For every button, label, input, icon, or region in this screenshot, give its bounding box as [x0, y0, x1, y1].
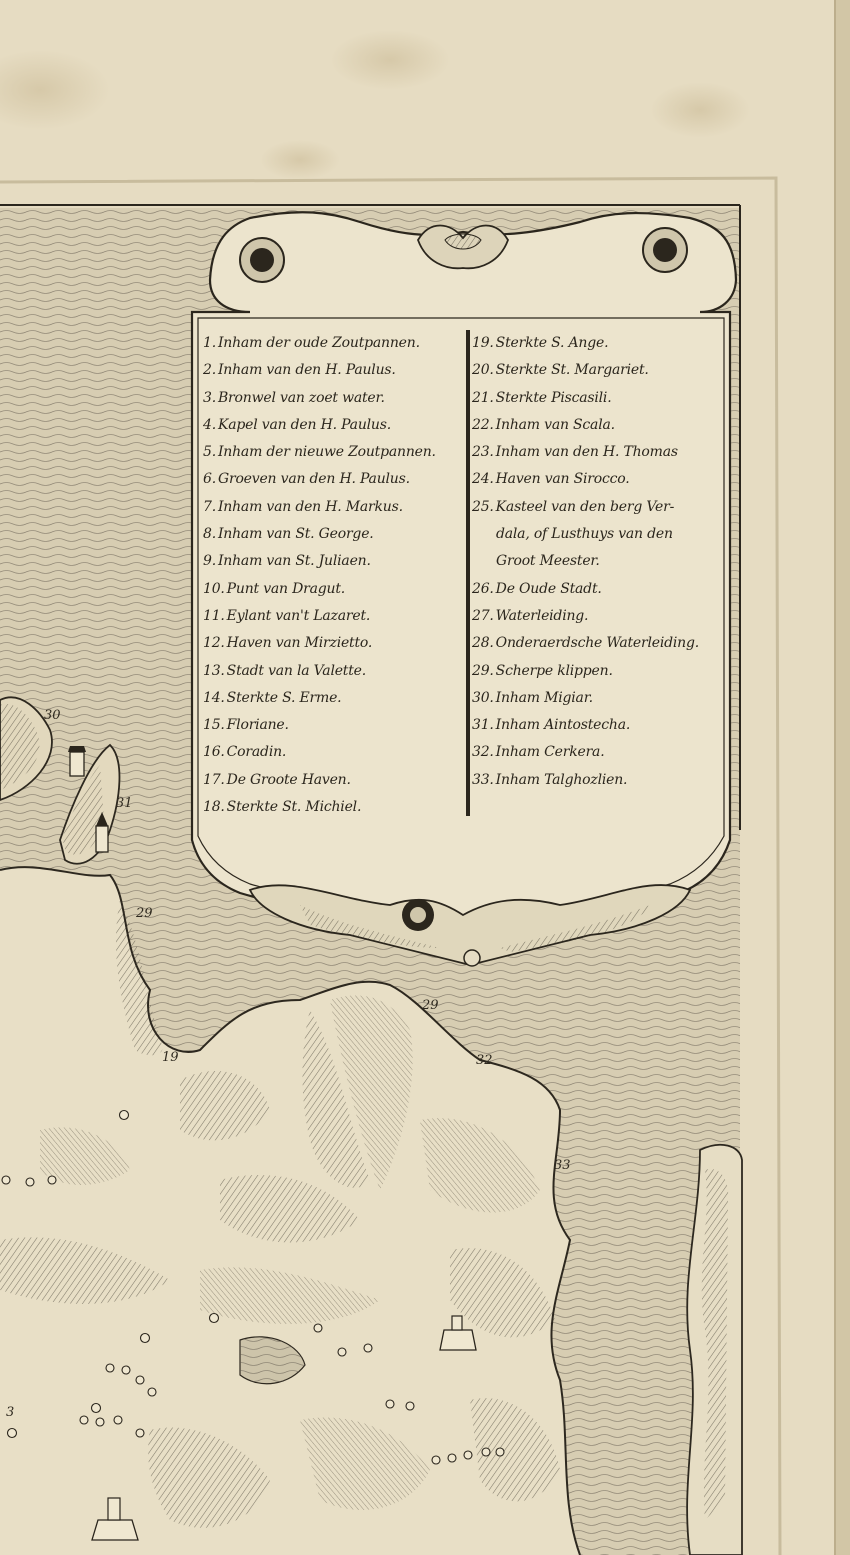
- legend-entry: [203, 576, 465, 603]
- map-label-32: 32: [476, 1053, 493, 1068]
- legend-entry: [203, 712, 465, 739]
- legend-entry: [472, 385, 734, 412]
- legend-text: Waterleiding.: [495, 607, 589, 624]
- legend-number: 3.: [203, 389, 216, 406]
- legend-text: Inham van den H. Paulus.: [217, 362, 396, 379]
- legend-number: 29.: [472, 662, 494, 679]
- legend-number: 2.: [203, 362, 216, 379]
- legend-entry: [203, 603, 465, 630]
- legend-text: Stadt van la Valette.: [226, 662, 366, 679]
- legend-entry: [203, 767, 465, 794]
- legend-entry: [472, 767, 734, 794]
- legend-text: Inham van Scala.: [495, 416, 615, 433]
- legend-number: 13.: [203, 662, 225, 679]
- legend-number: 28.: [472, 635, 494, 652]
- legend-text: Sterkte Piscasili.: [495, 389, 612, 406]
- legend-number: 10.: [203, 580, 225, 597]
- legend-column-left: [203, 330, 465, 821]
- legend-entry: [472, 439, 734, 466]
- legend-entry: [203, 385, 465, 412]
- legend-divider: [466, 330, 470, 816]
- legend-text: Eylant van't Lazaret.: [226, 607, 371, 624]
- legend-number: 25.: [472, 498, 494, 515]
- map-label-30: 30: [44, 708, 61, 723]
- legend-number: 14.: [203, 689, 225, 706]
- legend-text: Groeven van den H. Paulus.: [217, 471, 410, 488]
- map-label-29: 29: [136, 906, 153, 921]
- map-label-29: 29: [422, 998, 439, 1013]
- legend-text: De Oude Stadt.: [495, 580, 602, 597]
- legend-text: Onderaerdsche Waterleiding.: [495, 635, 700, 652]
- legend-entry: [472, 603, 734, 630]
- legend-number: 21.: [472, 389, 494, 406]
- legend-text: Sterkte St. Michiel.: [226, 799, 362, 816]
- legend-text: Coradin.: [226, 744, 287, 761]
- legend-text-continued: dala, of Lusthuys van den: [496, 526, 673, 543]
- legend-entry: [472, 739, 734, 766]
- map-label-33: 33: [554, 1158, 571, 1173]
- legend-text: Sterkte St. Margariet.: [495, 362, 649, 379]
- legend-number: 6.: [203, 471, 216, 488]
- legend-number: 31.: [472, 717, 494, 734]
- legend-number: 1.: [203, 335, 216, 351]
- legend-text-continued: Groot Meester.: [496, 553, 600, 570]
- legend-text: Inham der oude Zoutpannen.: [217, 335, 420, 351]
- legend-number: 27.: [472, 607, 494, 624]
- legend-text: Bronwel van zoet water.: [217, 389, 385, 406]
- legend-number: 19.: [472, 335, 494, 351]
- map-label-19: 19: [162, 1050, 179, 1065]
- legend-entry: [472, 412, 734, 439]
- legend-text: Inham van St. Juliaen.: [217, 553, 371, 570]
- legend-number: 33.: [472, 771, 494, 788]
- legend-number: 24.: [472, 471, 494, 488]
- legend-text: Kapel van den H. Paulus.: [217, 416, 391, 433]
- legend-text: Haven van Mirzietto.: [226, 635, 373, 652]
- legend-entry: [203, 439, 465, 466]
- legend-entry: [203, 794, 465, 821]
- legend-entry: [472, 658, 734, 685]
- legend-entry: [203, 330, 465, 357]
- legend-text: Kasteel van den berg Ver-: [495, 498, 675, 515]
- legend-entry: [472, 494, 734, 576]
- legend-entry: [472, 357, 734, 384]
- legend-entry: [203, 739, 465, 766]
- legend-entry: [203, 630, 465, 657]
- legend-text: Sterkte S. Ange.: [495, 335, 609, 351]
- map-label-3: 3: [6, 1405, 15, 1420]
- legend-entry: [472, 576, 734, 603]
- legend-number: 22.: [472, 416, 494, 433]
- legend-text: Haven van Sirocco.: [495, 471, 630, 488]
- legend-entry: [203, 548, 465, 575]
- legend-text: Inham der nieuwe Zoutpannen.: [217, 444, 436, 461]
- legend-text: Inham van St. George.: [217, 526, 374, 543]
- legend-text: Floriane.: [226, 717, 289, 734]
- legend-number: 30.: [472, 689, 494, 706]
- legend-entry: [203, 466, 465, 493]
- legend-number: 15.: [203, 717, 225, 734]
- map-label-31: 31: [116, 796, 133, 811]
- legend-entry: [203, 658, 465, 685]
- legend-text: Inham van den H. Markus.: [217, 498, 403, 515]
- legend-number: 11.: [203, 607, 225, 624]
- legend-number: 23.: [472, 444, 494, 461]
- legend-number: 8.: [203, 526, 216, 543]
- legend-number: 18.: [203, 799, 225, 816]
- legend-text: Inham Talghozlien.: [495, 771, 628, 788]
- legend-entry: [203, 521, 465, 548]
- legend-number: 9.: [203, 553, 216, 570]
- tower-icon: [68, 746, 86, 776]
- legend-entry: [472, 466, 734, 493]
- legend-number: 32.: [472, 744, 494, 761]
- legend-entry: [472, 712, 734, 739]
- legend-number: 16.: [203, 744, 225, 761]
- legend-text: Sterkte S. Erme.: [226, 689, 342, 706]
- legend-entry: [203, 357, 465, 384]
- legend-number: 17.: [203, 771, 225, 788]
- legend-entry: [203, 412, 465, 439]
- legend-entry: [472, 685, 734, 712]
- legend-text: De Groote Haven.: [226, 771, 351, 788]
- legend-number: 7.: [203, 498, 216, 515]
- legend-number: 26.: [472, 580, 494, 597]
- legend-column-right: [472, 330, 734, 794]
- legend-text: Inham van den H. Thomas: [495, 444, 678, 461]
- legend-entry: [472, 330, 734, 357]
- legend-number: 20.: [472, 362, 494, 379]
- legend-text: Scherpe klippen.: [495, 662, 613, 679]
- legend-text: Inham Aintostecha.: [495, 717, 631, 734]
- legend-text: Inham Migiar.: [495, 689, 593, 706]
- legend-text: Inham Cerkera.: [495, 744, 605, 761]
- legend-number: 12.: [203, 635, 225, 652]
- legend-number: 5.: [203, 444, 216, 461]
- legend-text: Punt van Dragut.: [226, 580, 346, 597]
- legend-entry: [472, 630, 734, 657]
- legend-entry: [203, 494, 465, 521]
- legend-entry: [203, 685, 465, 712]
- legend-number: 4.: [203, 416, 216, 433]
